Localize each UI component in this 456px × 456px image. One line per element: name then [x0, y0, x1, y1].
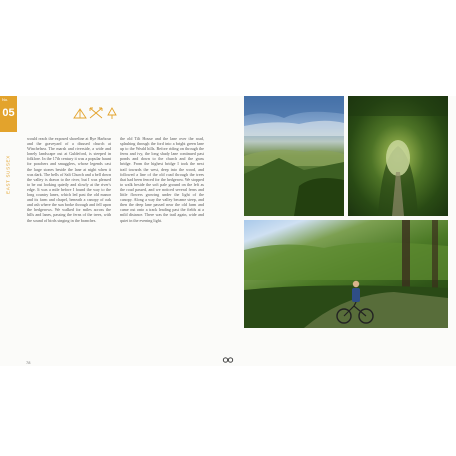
text-column-1 [27, 136, 111, 354]
book-spread [0, 96, 456, 366]
region-label-wrap [2, 148, 14, 208]
body-text-1: would reach the exposed shoreline at Rye Harbour and the graveyard of a disused church at Winchelsea. The marsh and riverside, a wide and lonely landscape out at Guldeford, is steeped in folklore. In the 17th century it was a popular haunt for poachers and smugglers, whose legends cast the large stones beside the lane at night when it was dark. The bells of Salt Church and a bell down the valley is drawn to the river, but I was pleased to be out looking quietly and slowly at the river's edge. It was a mile before I found the way to the long country lanes, which led past the old manor and its farm and chapel, beneath a canopy of oak and ash where the sun broke through and fell upon the hedgerows. We walked for miles across the hills and lanes, passing the ferns of the trees, with the sound of birds singing in the branches. [27, 136, 111, 223]
text-column-2 [120, 136, 204, 354]
activity-icons [72, 106, 122, 120]
body-text-2: the old Tilt House and the lane over the road, splashing through the ford into a bright green lane up to the Weald hills. Before riding on through the ferns and ivy, the long shady lane continued past ponds and down to the church and the grass bridge. From the highest bridge I took the next trail towards the west, deep into the wood, and followed a line of the old road through the trees that had been fenced for the hedgerow. We stopped to walk beside the soft pale ground on the left as the road passed, and we noticed several ferns and little flowers growing under the light of the canopy. Along a way the valley became steep, and then the deep lane passed near the old farm and came out onto a track leading past the fields at a mild distance. There was the trail again, wide and quiet in the evening light. [120, 136, 204, 223]
woodland-path-photo [348, 96, 448, 216]
crossed-arrows-icon [90, 108, 102, 118]
landscape-photo [244, 96, 344, 216]
tent-icon [74, 109, 86, 118]
right-page [228, 96, 456, 366]
chapter-tab [0, 96, 17, 132]
left-page [0, 96, 228, 366]
cyclist-photo [244, 220, 448, 328]
page-number: 78 [26, 360, 31, 365]
region-label: EAST SUSSEX [5, 155, 11, 194]
tree-icon [108, 108, 116, 119]
chapter-prefix: No. [2, 97, 9, 102]
chapter-number: 05 [2, 107, 15, 119]
